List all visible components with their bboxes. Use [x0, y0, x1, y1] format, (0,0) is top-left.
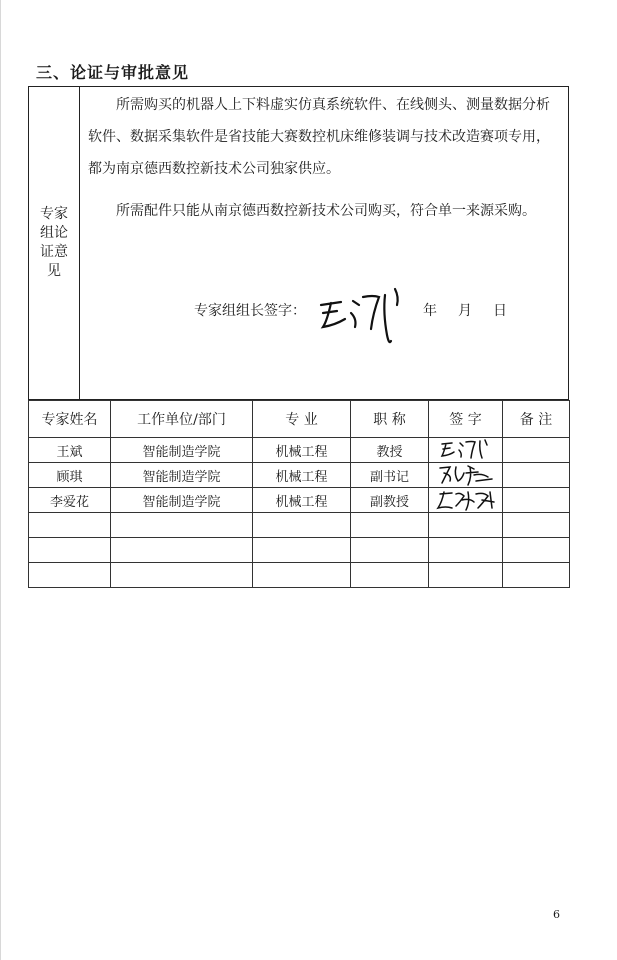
- label-line: 见: [47, 263, 61, 279]
- header-signature: 签 字: [429, 401, 503, 438]
- cell-signature: [429, 488, 503, 513]
- signature-image: [430, 463, 502, 487]
- cell-major: 机械工程: [253, 438, 351, 463]
- cell-major: [253, 538, 351, 563]
- table-row: [29, 513, 570, 538]
- cell-signature: [429, 538, 503, 563]
- cell-note: [503, 488, 570, 513]
- header-unit: 工作单位/部门: [111, 401, 253, 438]
- cell-title: 副教授: [351, 488, 429, 513]
- section-title: 三、论证与审批意见: [36, 63, 190, 82]
- signature-image: [430, 438, 502, 462]
- cell-note: [503, 538, 570, 563]
- cell-name: [29, 538, 111, 563]
- leader-signature-image: [315, 283, 415, 353]
- cell-major: 机械工程: [253, 463, 351, 488]
- cell-note: [503, 438, 570, 463]
- table-row: [29, 563, 570, 588]
- opinion-paragraph-2: 所需配件只能从南京德西数控新技术公司购买，符合单一来源采购。: [116, 203, 536, 219]
- day-label: 日: [493, 303, 507, 319]
- table-row: [29, 488, 570, 513]
- cell-name: [29, 563, 111, 588]
- table-header-row: [29, 401, 570, 438]
- month-label: 月: [458, 303, 472, 319]
- cell-unit: [111, 563, 253, 588]
- cell-signature: [429, 463, 503, 488]
- year-label: 年: [423, 303, 437, 319]
- cell-major: [253, 513, 351, 538]
- paragraph-line: 所需购买的机器人上下料虚实仿真系统软件、在线侧头、测量数据分析: [116, 97, 550, 113]
- cell-major: 机械工程: [253, 488, 351, 513]
- paragraph-line: 都为南京德西数控新技术公司独家供应。: [88, 161, 340, 177]
- opinion-paragraph-1: [88, 95, 562, 179]
- table-row: [29, 538, 570, 563]
- page-edge: [0, 0, 1, 960]
- cell-name: 王斌: [29, 438, 111, 463]
- header-note: 备 注: [503, 401, 570, 438]
- cell-title: [351, 538, 429, 563]
- cell-signature: [429, 438, 503, 463]
- cell-major: [253, 563, 351, 588]
- label-line: 证意: [40, 244, 68, 260]
- cell-name: [29, 513, 111, 538]
- header-major: 专 业: [253, 401, 351, 438]
- cell-signature: [429, 513, 503, 538]
- signature-image: [430, 488, 502, 512]
- cell-unit: [111, 513, 253, 538]
- cell-unit: 智能制造学院: [111, 438, 253, 463]
- cell-title: [351, 513, 429, 538]
- header-title: 职 称: [351, 401, 429, 438]
- cell-title: 教授: [351, 438, 429, 463]
- cell-note: [503, 513, 570, 538]
- label-line: 专家: [40, 206, 68, 222]
- column-divider: [79, 87, 80, 399]
- cell-note: [503, 563, 570, 588]
- cell-title: [351, 563, 429, 588]
- signature-label: 专家组组长签字：: [194, 303, 306, 319]
- expert-members-table: [28, 400, 570, 588]
- expert-opinion-box: [28, 86, 569, 400]
- expert-opinion-label: [37, 205, 71, 281]
- cell-note: [503, 463, 570, 488]
- cell-name: 顾琪: [29, 463, 111, 488]
- table-row: [29, 463, 570, 488]
- cell-unit: 智能制造学院: [111, 463, 253, 488]
- paragraph-line: 软件、数据采集软件是省技能大赛数控机床维修装调与技术改造赛项专用，: [88, 129, 550, 145]
- label-line: 组论: [40, 225, 68, 241]
- cell-title: 副书记: [351, 463, 429, 488]
- page-number: 6: [553, 908, 560, 921]
- cell-unit: 智能制造学院: [111, 488, 253, 513]
- table-row: [29, 438, 570, 463]
- header-name: 专家姓名: [29, 401, 111, 438]
- cell-name: 李爱花: [29, 488, 111, 513]
- cell-unit: [111, 538, 253, 563]
- cell-signature: [429, 563, 503, 588]
